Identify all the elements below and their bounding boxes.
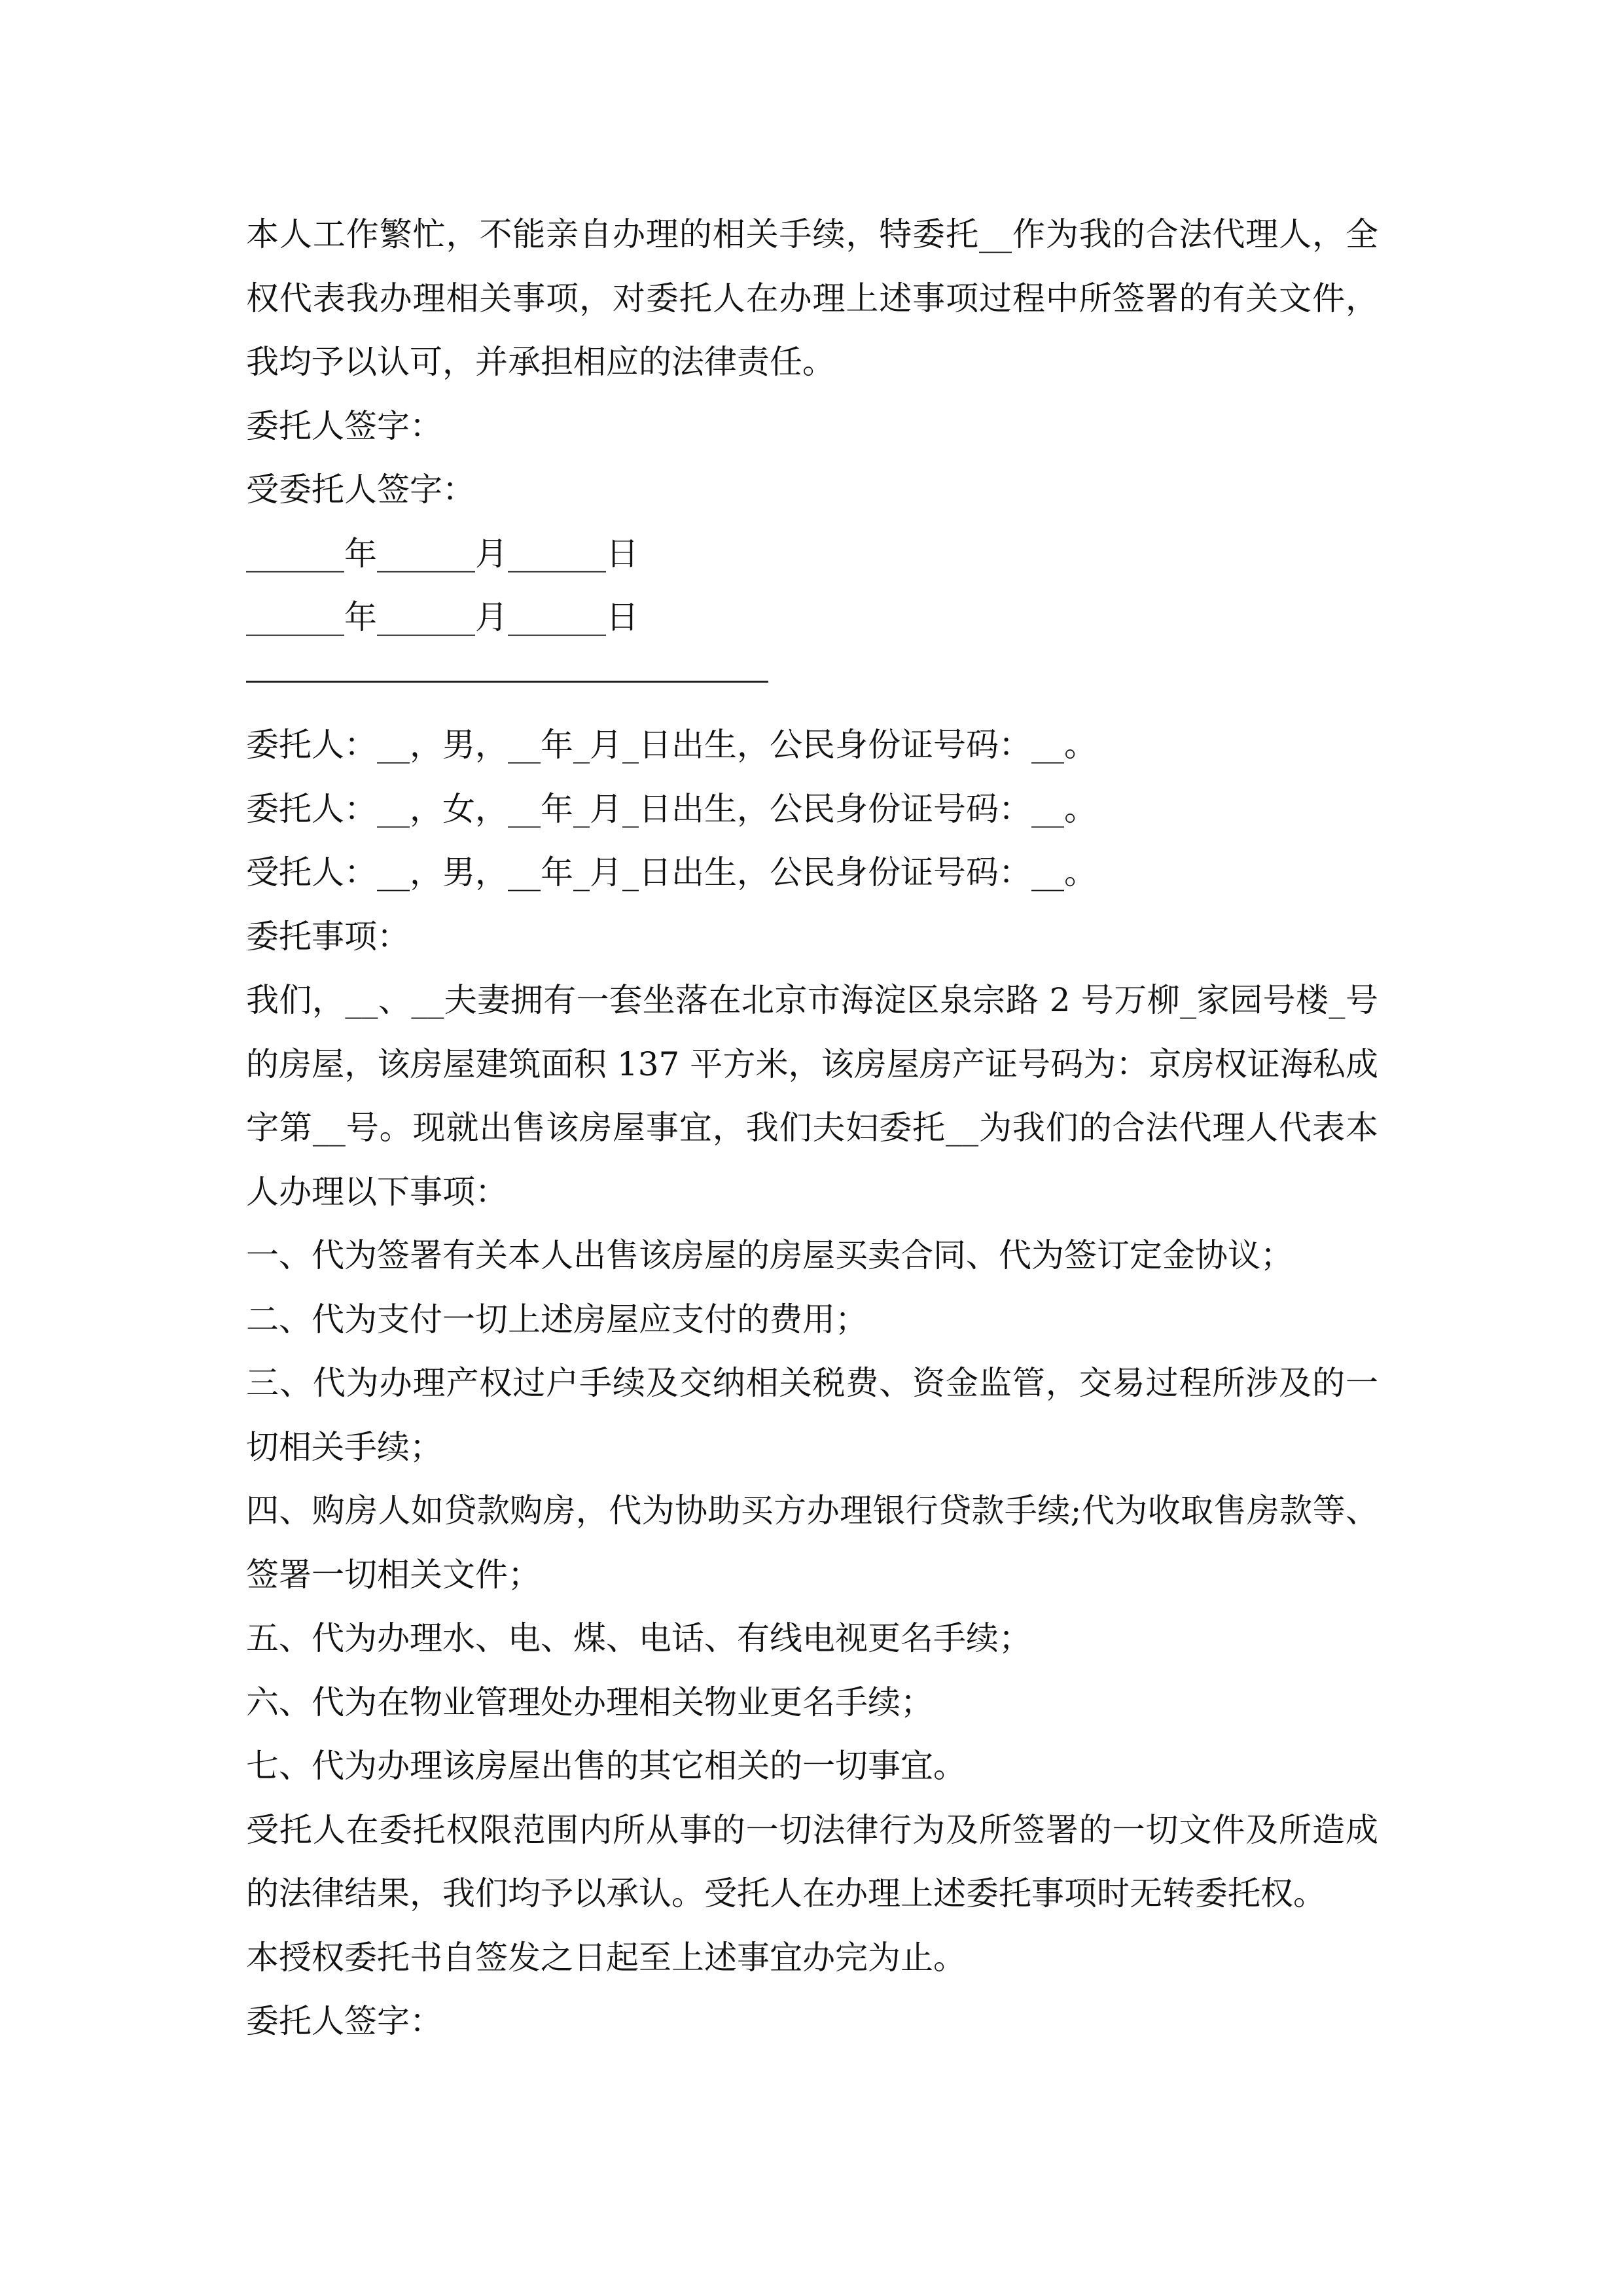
agent-signature-label: 受委托人签字： — [246, 471, 475, 509]
principal-info-1: 委托人：__，男，__年_月_日出生，公民身份证号码：__。 — [246, 726, 1097, 764]
principal-info-2: 委托人：__，女，__年_月_日出生，公民身份证号码：__。 — [246, 789, 1097, 828]
acknowledgement-paragraph: 受托人在委托权限范围内所从事的一切法律行为及所签署的一切文件及所造成的法律结果，我们均予以承认。受托人在办理上述委托事项时无转委托权。 — [246, 1810, 1378, 1912]
matter-item-1: 一、代为签署有关本人出售该房屋的房屋买卖合同、代为签订定金协议； — [246, 1236, 1293, 1274]
matter-item-3: 三、代为办理产权过户手续及交纳相关税费、资金监管，交易过程所涉及的一切相关手续； — [246, 1364, 1378, 1466]
matter-item-6: 六、代为在物业管理处办理相关物业更名手续； — [246, 1683, 933, 1721]
document-body — [246, 203, 1378, 2054]
date-line-1: ______年______月______日 — [246, 534, 639, 573]
matters-intro: 我们，__、__夫妻拥有一套坐落在北京市海淀区泉宗路 2 号万柳_家园号楼_号的房屋，该房屋建筑面积 137 平方米，该房屋房产证号码为：京房权证海私成字第__号。现就出售该房屋事宜，我们夫妇委托__为我们的合法代理人代表本人办理以下事项： — [246, 981, 1378, 1211]
agent-info: 受托人：__，男，__年_月_日出生，公民身份证号码：__。 — [246, 853, 1097, 891]
date-line-2: ______年______月______日 — [246, 598, 639, 636]
authorization-statement: 本人工作繁忙，不能亲自办理的相关手续，特委托__作为我的合法代理人，全权代表我办理相关事项，对委托人在办理上述事项过程中所签署的有关文件，我均予以认可，并承担相应的法律责任。 — [246, 215, 1378, 381]
principal-signature-label: 委托人签字： — [246, 406, 442, 445]
matter-item-7: 七、代为办理该房屋出售的其它相关的一切事宜。 — [246, 1747, 966, 1785]
validity-statement: 本授权委托书自签发之日起至上述事宜办完为止。 — [246, 1938, 966, 1977]
section-divider — [246, 650, 1378, 714]
matter-item-4: 四、购房人如贷款购房，代为协助买方办理银行贷款手续;代为收取售房款等、签署一切相关文件； — [246, 1492, 1378, 1594]
matters-heading: 委托事项： — [246, 917, 410, 956]
matter-item-2: 二、代为支付一切上述房屋应支付的费用； — [246, 1300, 868, 1338]
principal-signature-label-2: 委托人签字： — [246, 2002, 442, 2040]
matter-item-5: 五、代为办理水、电、煤、电话、有线电视更名手续； — [246, 1619, 1031, 1657]
divider-rule — [246, 681, 768, 683]
